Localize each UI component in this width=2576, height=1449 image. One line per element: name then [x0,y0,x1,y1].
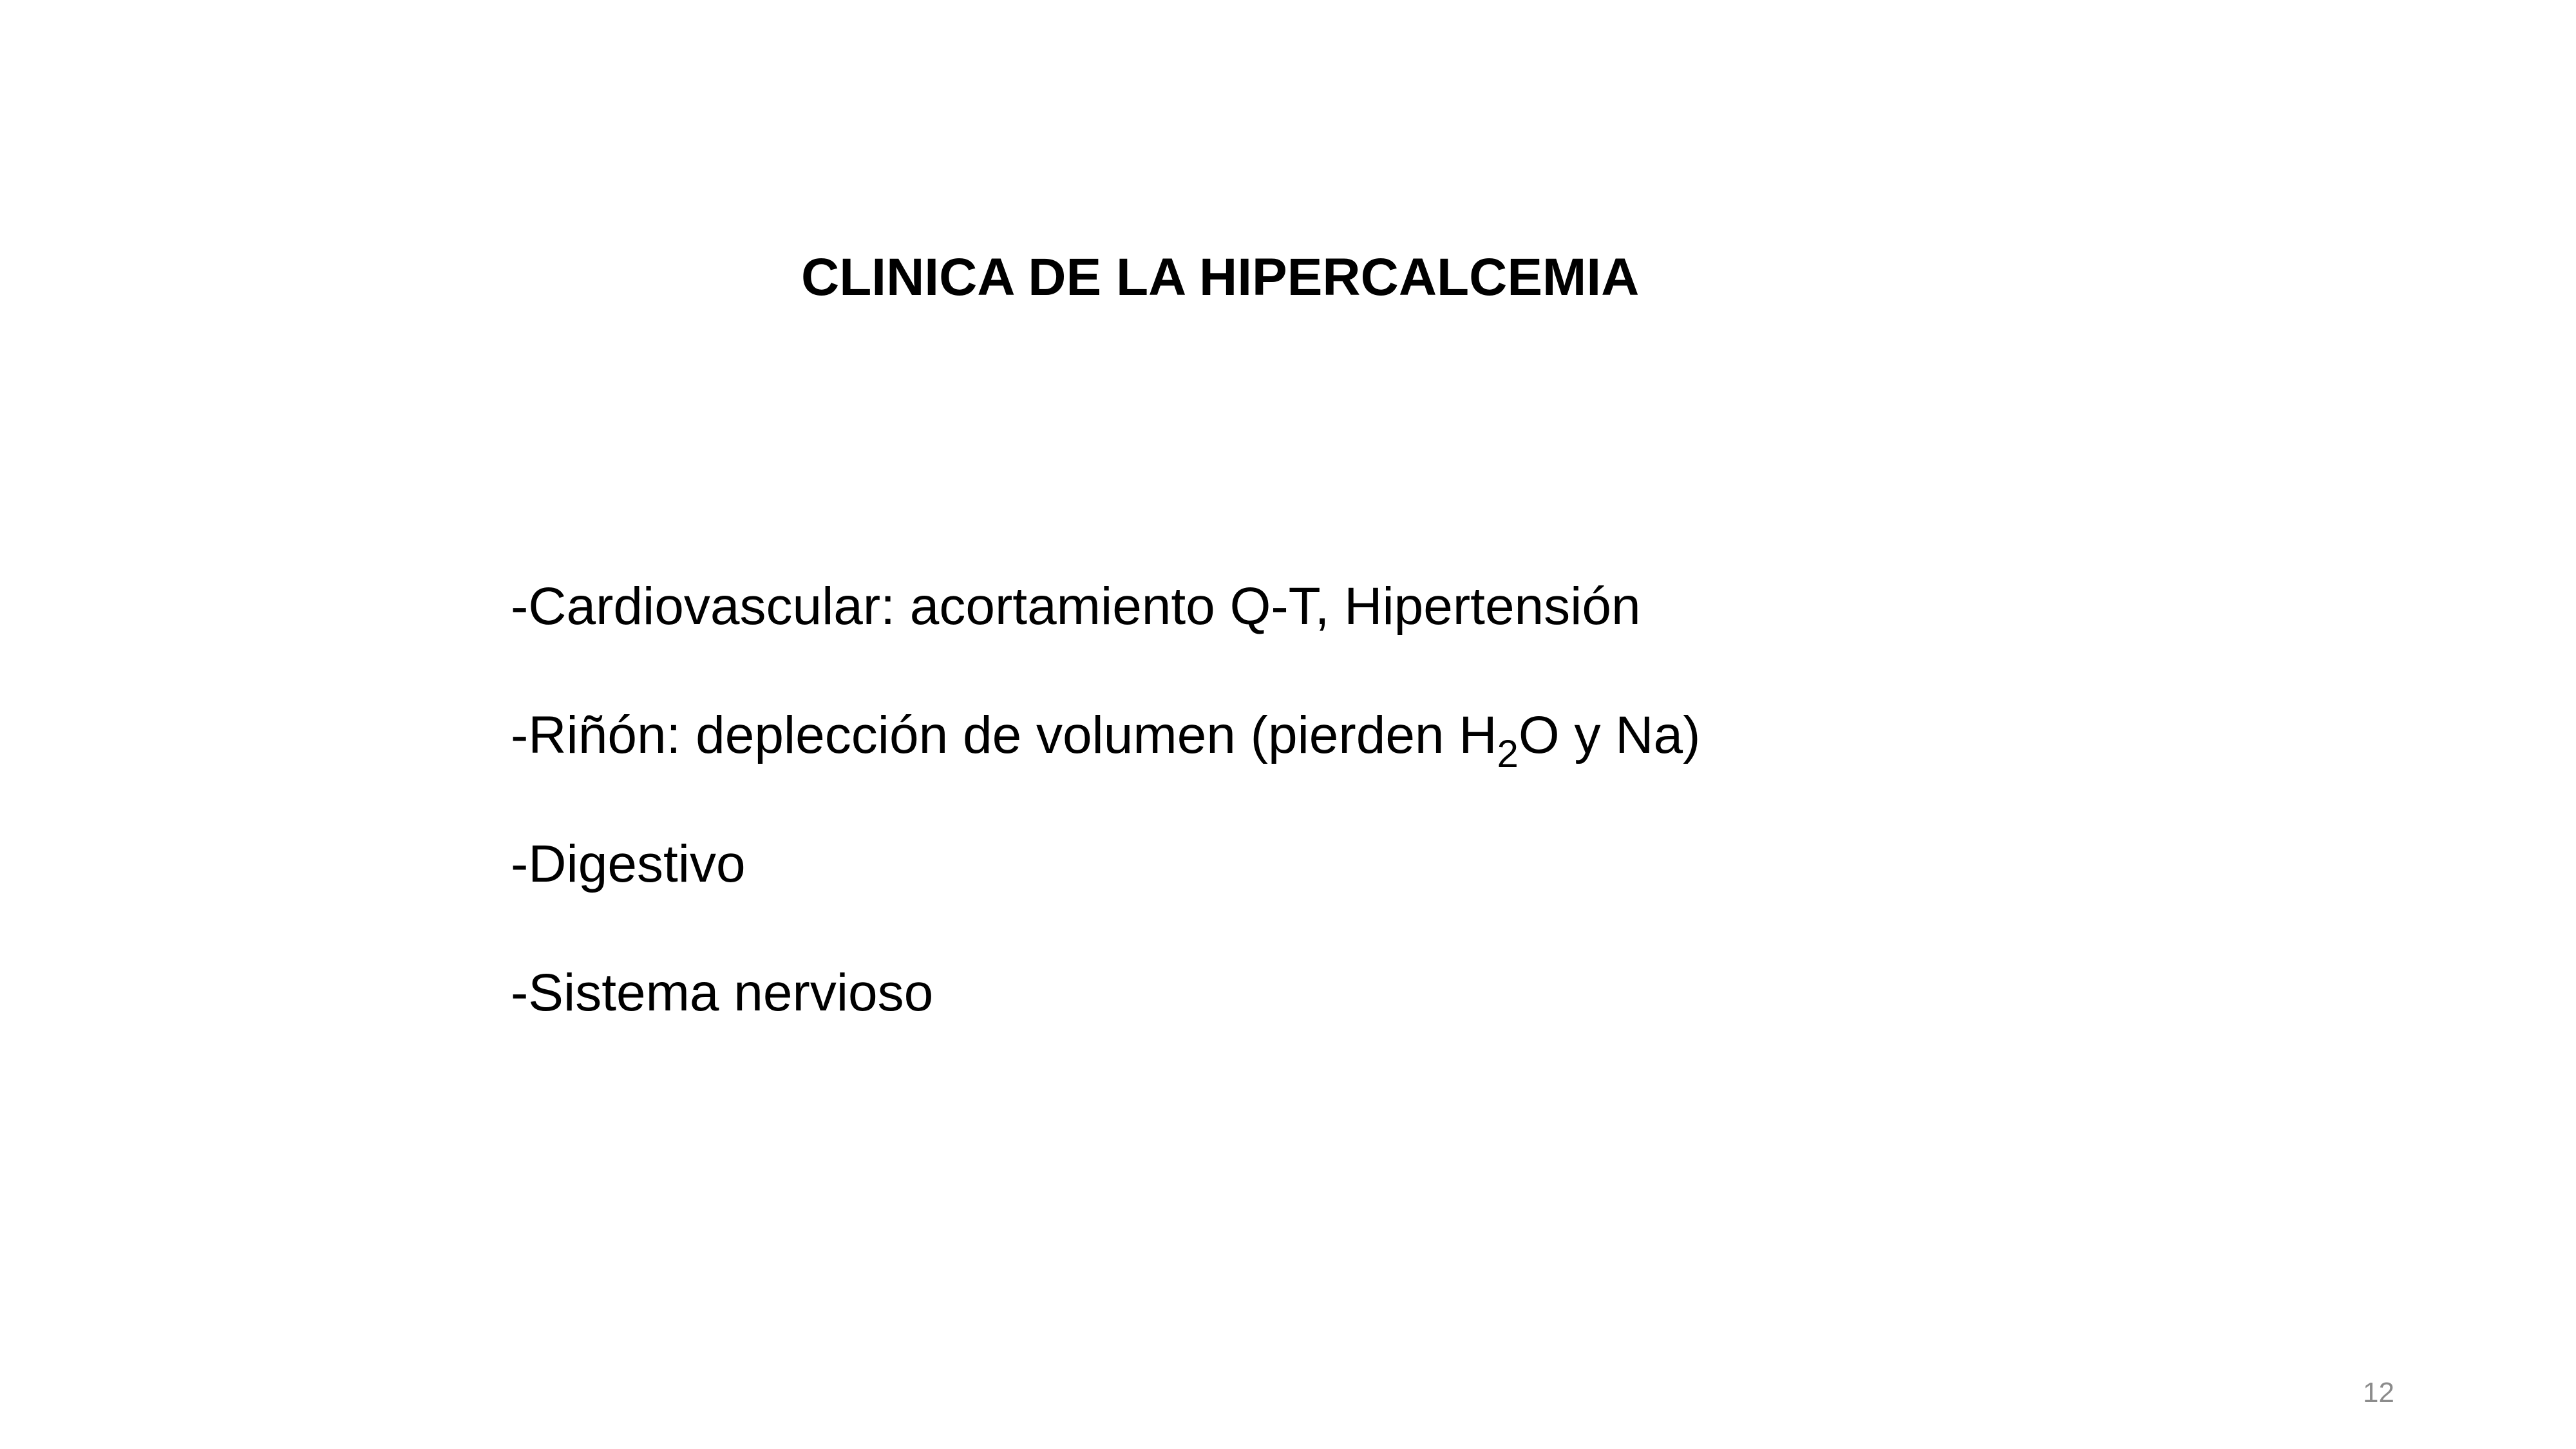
bullet-cardiovascular: -Cardiovascular: acortamiento Q-T, Hipertensión [511,577,1641,636]
water-subscript: 2 [1497,732,1519,775]
slide-title: CLINICA DE LA HIPERCALCEMIA [801,248,1640,307]
bullet-rinon-text-before: -Riñón: deplección de volumen (pierden H [511,706,1497,764]
bullet-rinon [511,704,1700,833]
bullet-rinon-text-after: O y Na) [1518,706,1701,764]
bullet-sistema-nervioso: -Sistema nervioso [511,963,934,1022]
bullet-list [511,575,1700,1090]
bullet-digestivo: -Digestivo [511,835,746,893]
page-number: 12 [2363,1377,2394,1408]
